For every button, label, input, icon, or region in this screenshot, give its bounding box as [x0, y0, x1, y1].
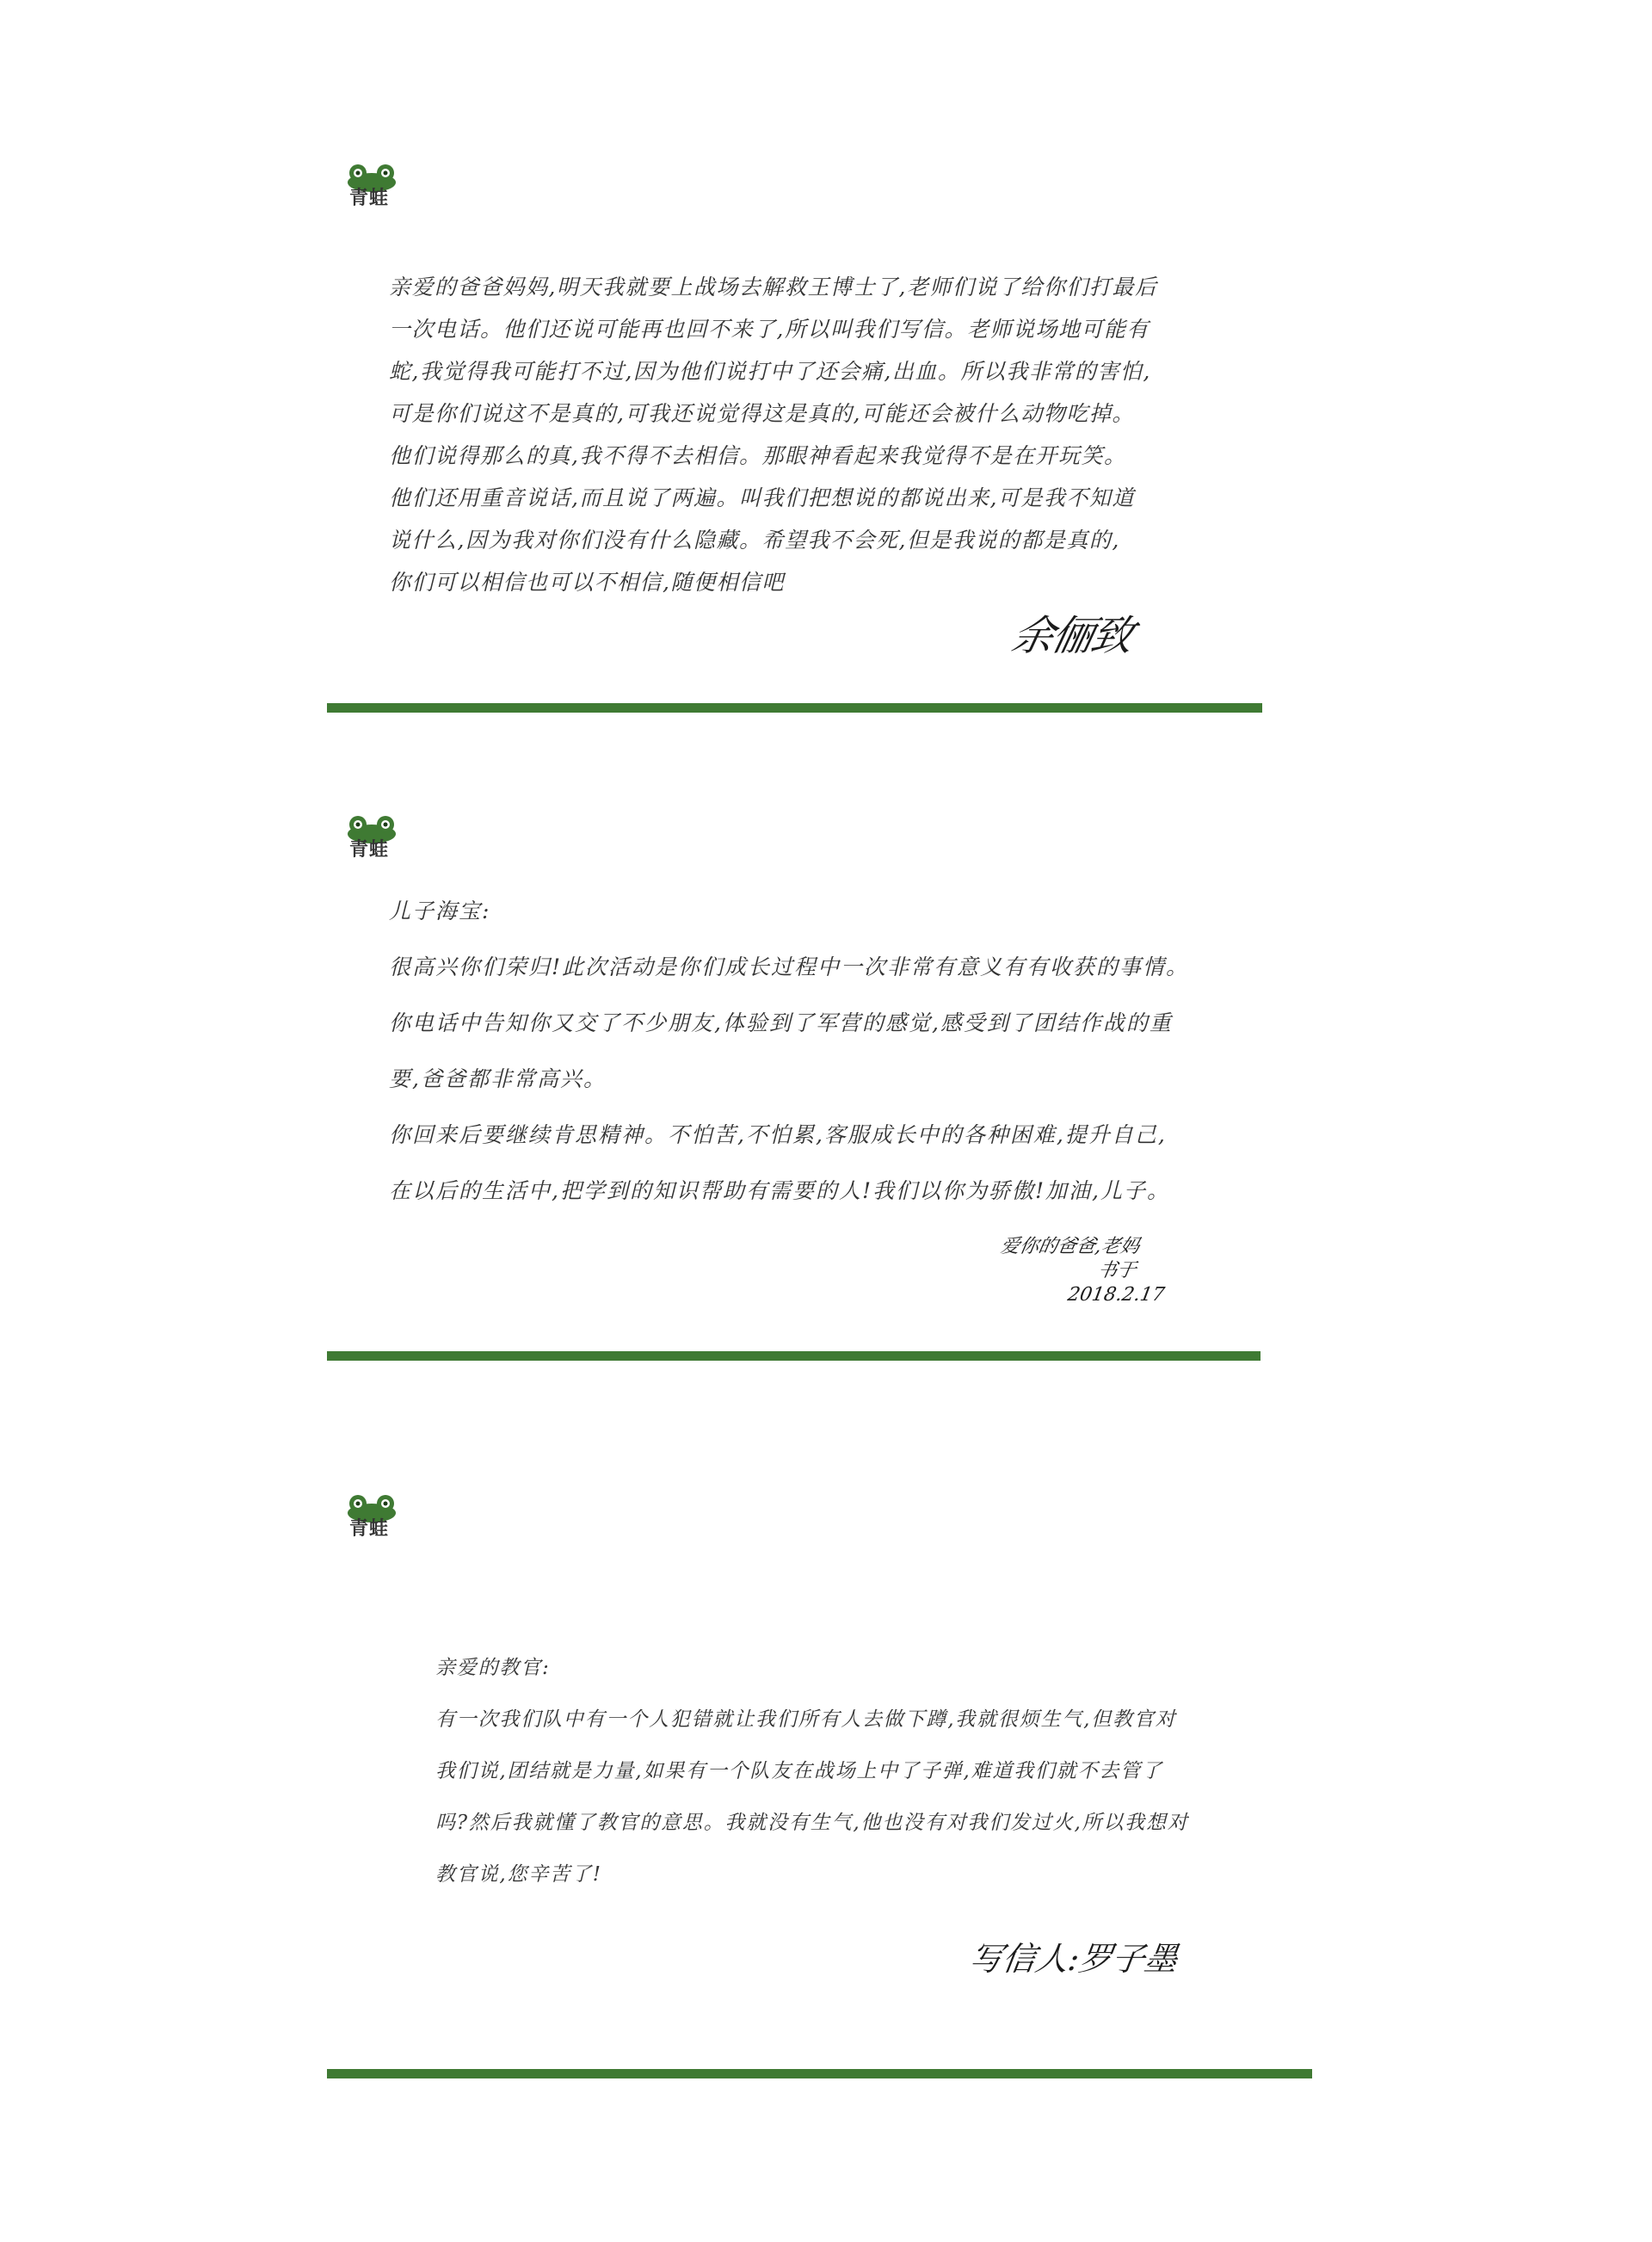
divider-rule: [327, 1351, 1261, 1361]
signature: [967, 1932, 1181, 1980]
letter-line: 可是你们说这不是真的,可我还说觉得这是真的,可能还会被什么动物吃掉。: [389, 401, 1135, 426]
letter-line: 亲爱的教官:: [435, 1657, 551, 1679]
logo-text: 青蛙: [349, 1518, 390, 1540]
logo-text: 青蛙: [349, 188, 390, 209]
letter-line: 要,爸爸都非常高兴。: [389, 1066, 607, 1091]
logo-text: 青蛙: [349, 839, 390, 861]
letter-line: 儿子海宝:: [389, 899, 491, 923]
letter-line: 有一次我们队中有一个人犯错就让我们所有人去做下蹲,我就很烦生气,但教官对: [435, 1708, 1177, 1731]
frog-logo-icon: [346, 815, 398, 863]
letter-line: 蛇,我觉得我可能打不过,因为他们说打中了还会痛,出血。所以我非常的害怕,: [389, 359, 1151, 384]
signature-line: 爱你的爸爸,老妈: [998, 1236, 1142, 1257]
letter-body-1: [389, 266, 1157, 603]
divider-rule: [327, 703, 1262, 713]
signature: [990, 1235, 1175, 1307]
letter-line: 亲爱的爸爸妈妈,明天我就要上战场去解救王博士了,老师们说了给你们打最后: [389, 275, 1158, 300]
letter-line: 吗?然后我就懂了教官的意思。我就没有生气,他也没有对我们发过火,所以我想对: [435, 1812, 1189, 1834]
letter-line: 一次电话。他们还说可能再也回不来了,所以叫我们写信。老师说场地可能有: [389, 317, 1150, 342]
signature-date: 2018.2.17: [1065, 1284, 1167, 1306]
letter-line: 他们说得那么的真,我不得不去相信。那眼神看起来我觉得不是在开玩笑。: [389, 443, 1127, 468]
letter-line: 在以后的生活中,把学到的知识帮助有需要的人!我们以你为骄傲!加油,儿子。: [389, 1178, 1170, 1203]
letter-line: 你们可以相信也可以不相信,随便相信吧: [389, 570, 785, 595]
letter-line: 你电话中告知你又交了不少朋友,体验到了军营的感觉,感受到了团结作战的重: [389, 1010, 1173, 1035]
letter-line: 我们说,团结就是力量,如果有一个队友在战场上中了子弹,难道我们就不去管了: [435, 1760, 1163, 1782]
letter-line: 教官说,您辛苦了!: [435, 1863, 602, 1886]
frog-logo-icon: [346, 164, 398, 212]
signature-name: 余俪致: [1008, 612, 1137, 660]
letter-line: 你回来后要继续肯思精神。不怕苦,不怕累,客服成长中的各种困难,提升自己,: [389, 1122, 1167, 1147]
signature-name: 写信人:罗子墨: [967, 1940, 1180, 1978]
letter-line: 很高兴你们荣归!此次活动是你们成长过程中一次非常有意义有有收获的事情。: [389, 954, 1190, 979]
letter-line: 他们还用重音说话,而且说了两遍。叫我们把想说的都说出来,可是我不知道: [389, 485, 1135, 510]
divider-rule: [327, 2069, 1312, 2078]
letter-line: 说什么,因为我对你们没有什么隐藏。希望我不会死,但是我说的都是真的,: [389, 528, 1120, 553]
frog-logo-icon: [346, 1494, 398, 1542]
signature: [1008, 602, 1139, 662]
letter-body-3: [435, 1642, 1189, 1900]
letter-body-2: [389, 883, 1189, 1219]
signature-line: 书于: [1095, 1260, 1138, 1282]
